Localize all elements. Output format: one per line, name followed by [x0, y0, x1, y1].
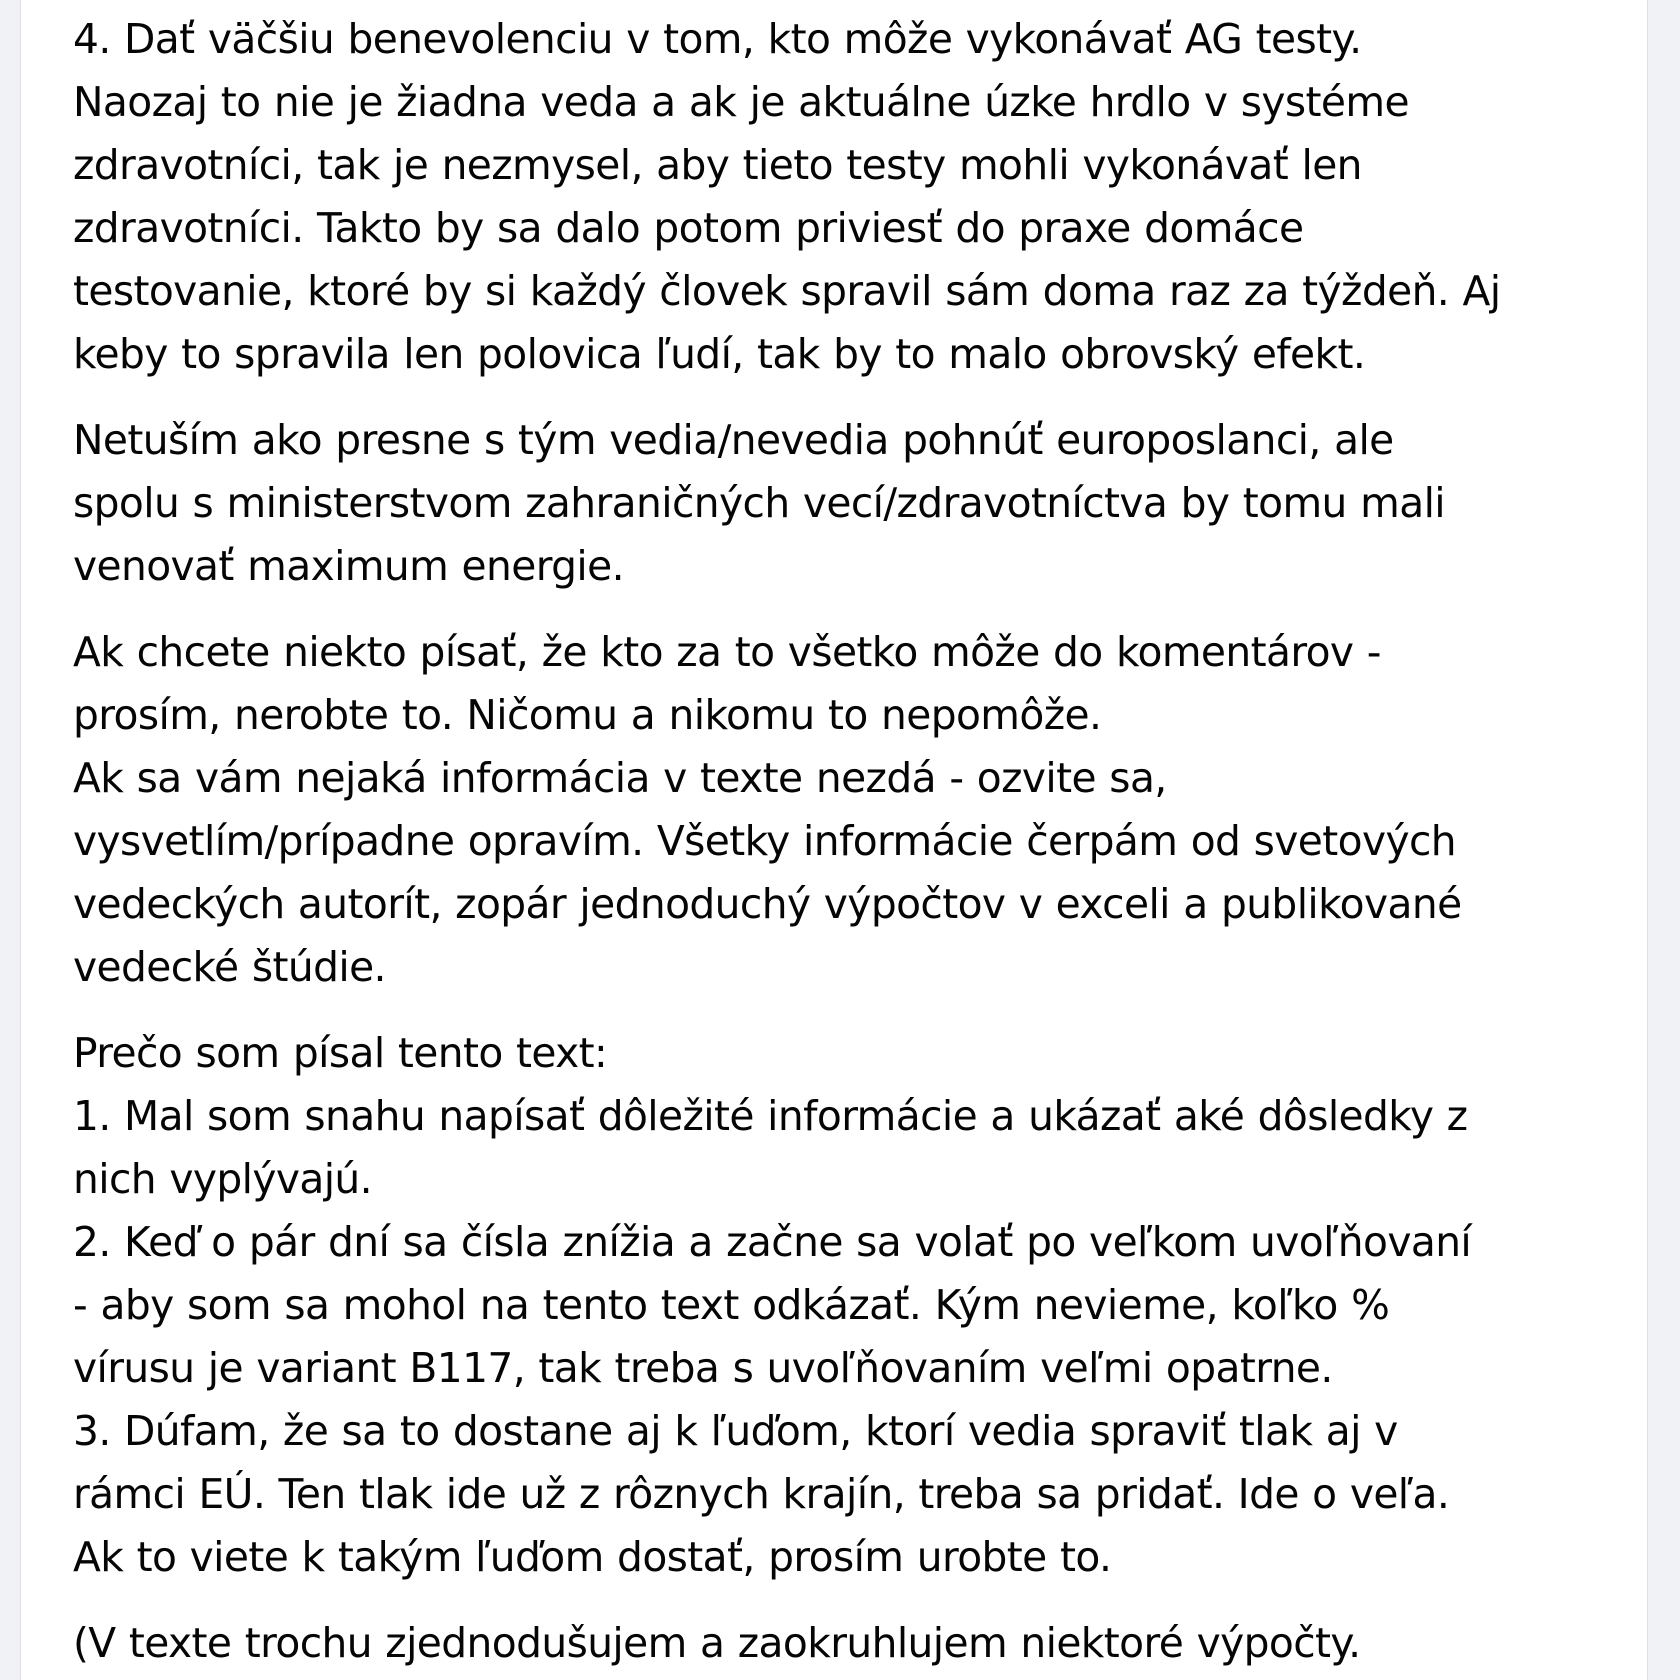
paragraph-why-written — [73, 1022, 1633, 1589]
text-line: venovať maximum energie. — [73, 542, 624, 590]
text-line: rámci EÚ. Ten tlak ide už z rôznych krajín, treba sa pridať. Ide o veľa. — [73, 1470, 1450, 1518]
text-line: 1. Mal som snahu napísať dôležité informácie a ukázať aké dôsledky z — [73, 1092, 1468, 1140]
paragraph-item-4 — [73, 8, 1633, 386]
text-line: 2. Keď o pár dní sa čísla znížia a začne sa volať po veľkom uvoľňovaní — [73, 1218, 1472, 1266]
paragraph-simplification-note — [73, 1612, 1633, 1675]
text-line: zdravotníci. Takto by sa dalo potom priviesť do praxe domáce — [73, 204, 1304, 252]
text-line: vedecké štúdie. — [73, 943, 386, 991]
post-body — [73, 8, 1633, 1680]
text-line: spolu s ministerstvom zahraničných vecí/zdravotníctva by tomu mali — [73, 479, 1446, 527]
text-line: keby to spravila len polovica ľudí, tak by to malo obrovský efekt. — [73, 330, 1366, 378]
text-line: Naozaj to nie je žiadna veda a ak je aktuálne úzke hrdlo v systéme — [73, 78, 1409, 126]
text-line: vysvetlím/prípadne opravím. Všetky informácie čerpám od svetových — [73, 817, 1457, 865]
text-line: - aby som sa mohol na tento text odkázať. Kým nevieme, koľko % — [73, 1281, 1390, 1329]
post-card — [20, 0, 1648, 1680]
text-line: vedeckých autorít, zopár jednoduchý výpočtov v exceli a publikované — [73, 880, 1462, 928]
text-line: Ak sa vám nejaká informácia v texte nezdá - ozvite sa, — [73, 754, 1167, 802]
text-line: nich vyplývajú. — [73, 1155, 373, 1203]
text-line: Ak to viete k takým ľuďom dostať, prosím urobte to. — [73, 1533, 1112, 1581]
text-line: zdravotníci, tak je nezmysel, aby tieto testy mohli vykonávať len — [73, 141, 1362, 189]
text-line: prosím, nerobte to. Ničomu a nikomu to nepomôže. — [73, 691, 1102, 739]
text-line: Netuším ako presne s tým vedia/nevedia pohnúť europoslanci, ale — [73, 416, 1394, 464]
text-line: 3. Dúfam, že sa to dostane aj k ľuďom, ktorí vedia spraviť tlak aj v — [73, 1407, 1398, 1455]
text-line: 4. Dať väčšiu benevolenciu v tom, kto môže vykonávať AG testy. — [73, 15, 1362, 63]
text-line: Prečo som písal tento text: — [73, 1029, 608, 1077]
text-line: Ak chcete niekto písať, že kto za to všetko môže do komentárov - — [73, 628, 1381, 676]
paragraph-comments-request — [73, 621, 1633, 999]
text-line: (V texte trochu zjednodušujem a zaokruhlujem niektoré výpočty. — [73, 1619, 1361, 1667]
text-line: testovanie, ktoré by si každý človek spravil sám doma raz za týždeň. Aj — [73, 267, 1501, 315]
text-line: vírusu je variant B117, tak treba s uvoľňovaním veľmi opatrne. — [73, 1344, 1333, 1392]
paragraph-meps — [73, 409, 1633, 598]
